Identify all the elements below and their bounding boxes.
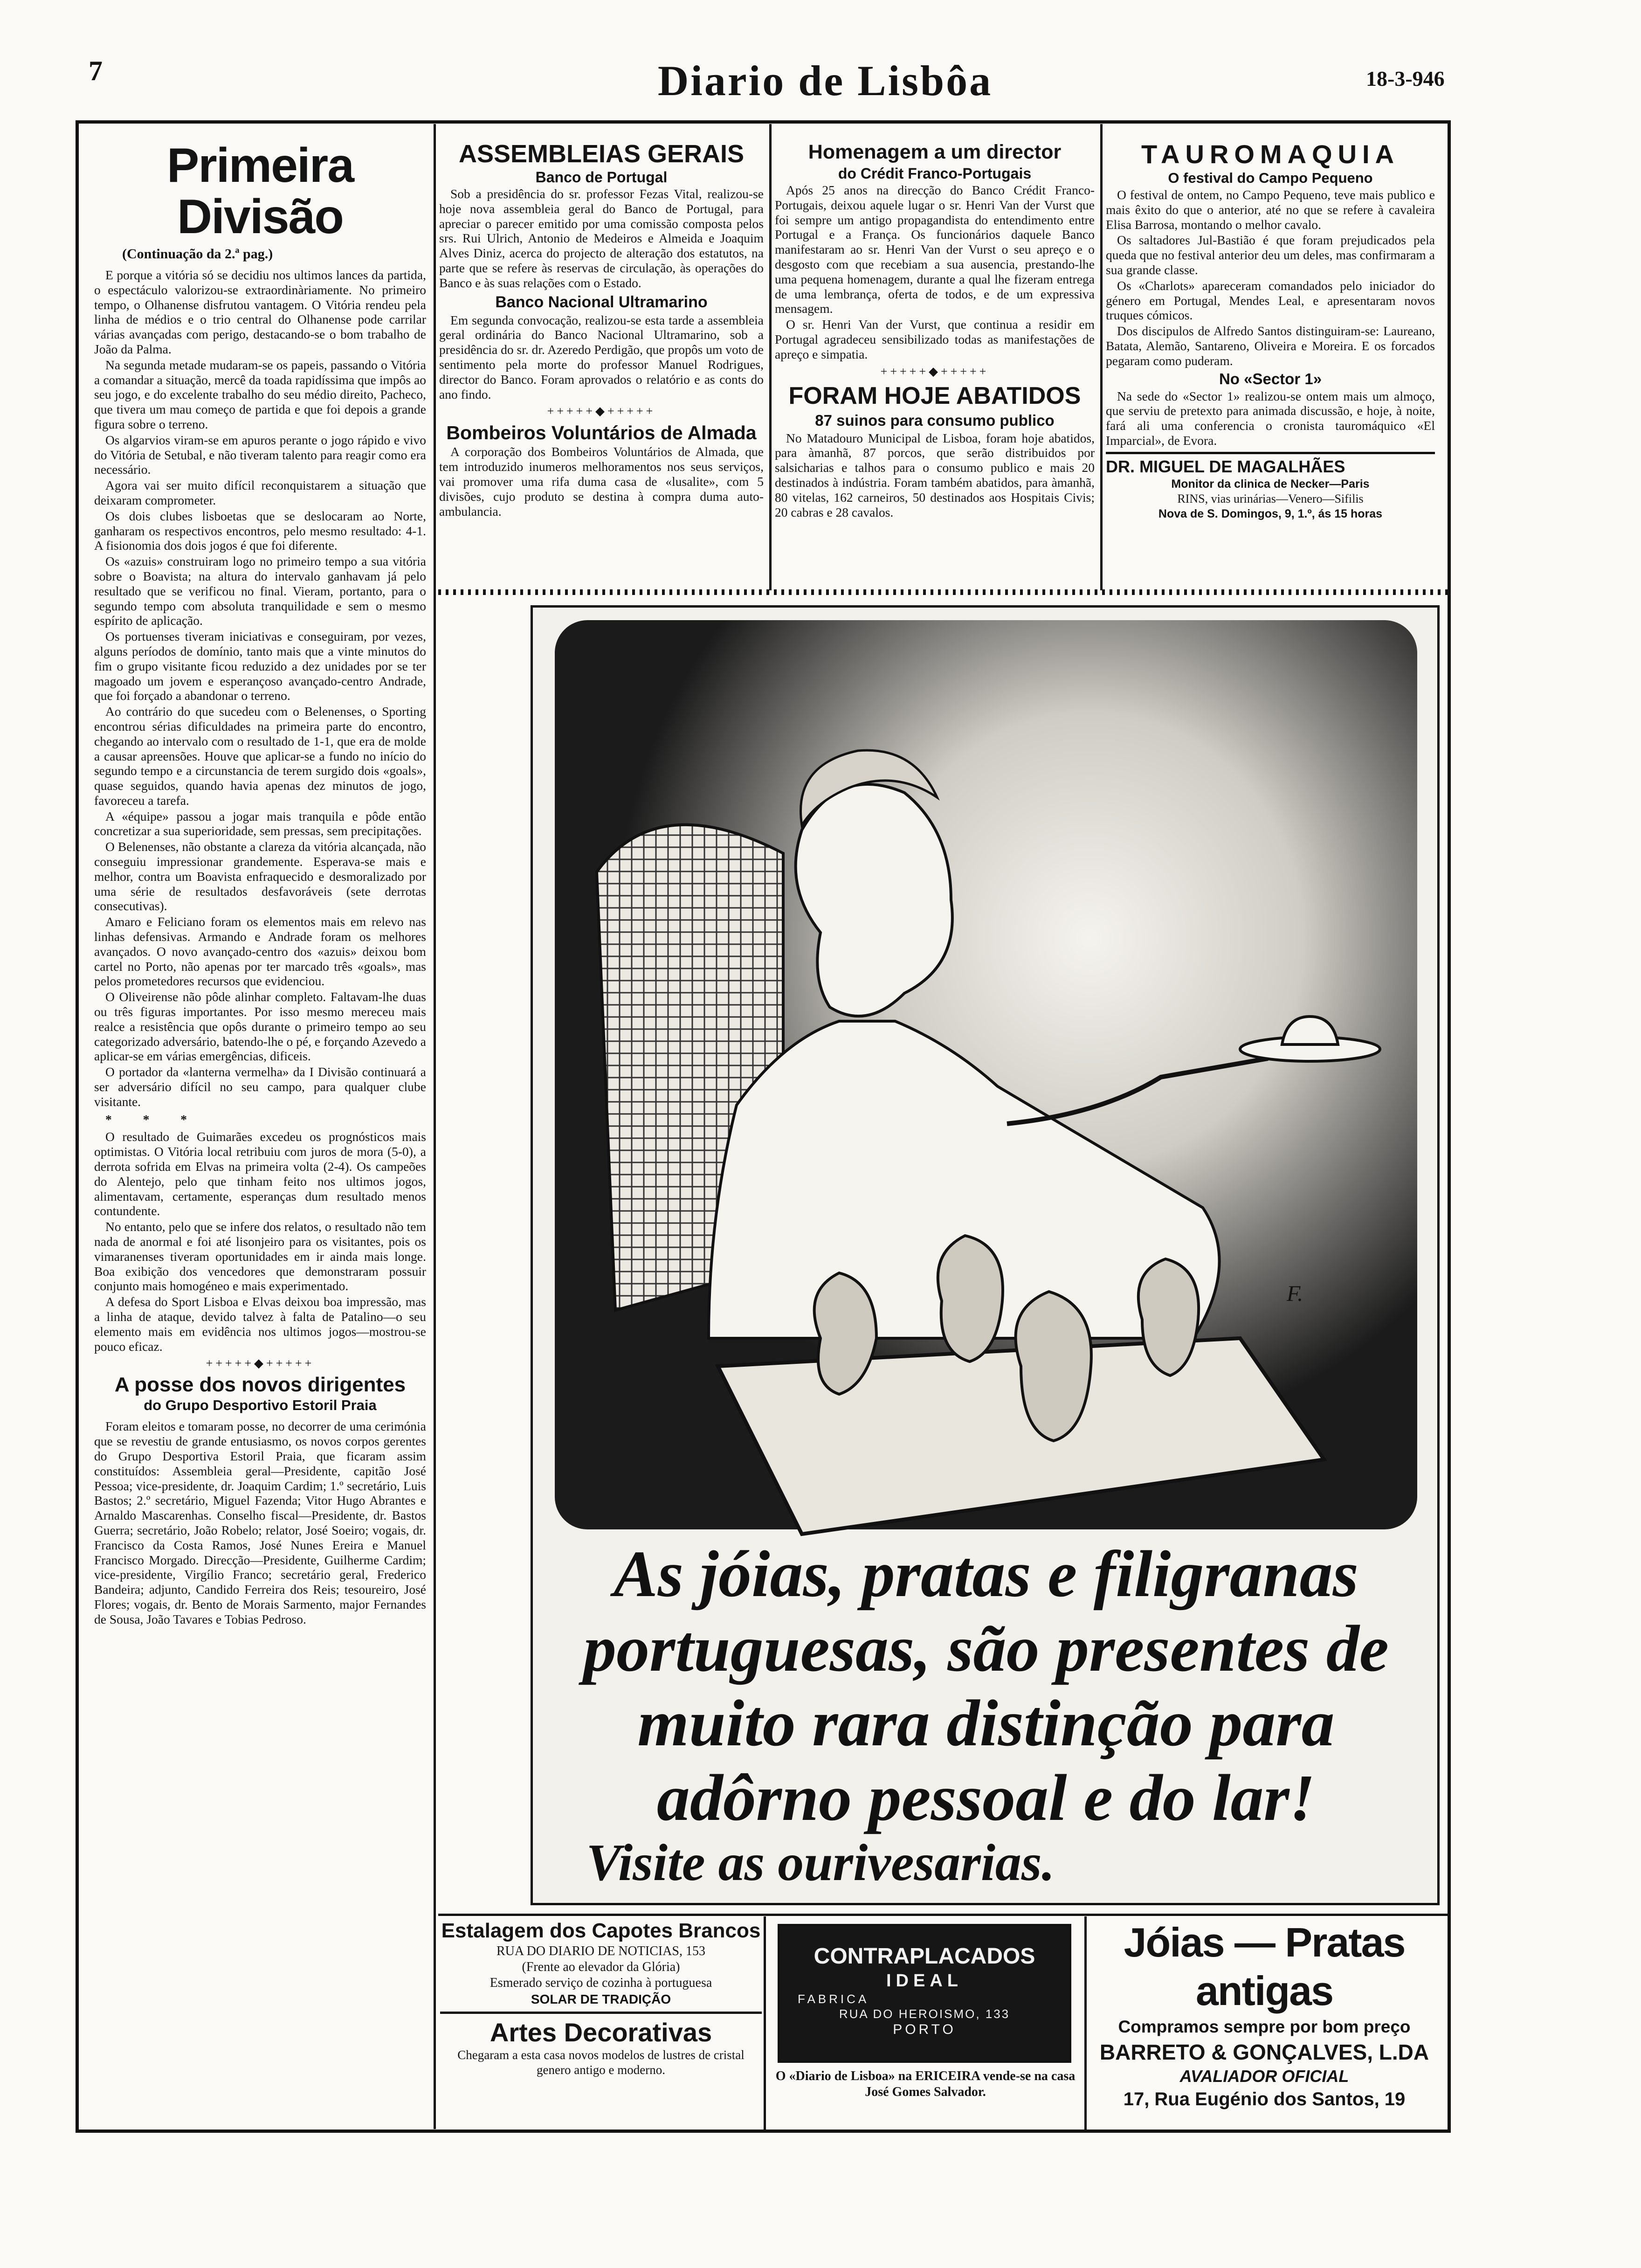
homenagem-subtitle: do Crédit Franco-Portugais — [838, 165, 1032, 182]
paragraph: A defesa do Sport Lisboa e Elvas deixou boa impressão, mas a linha de ataque, devido talvez à falta de Patalino—o seu elemento mais em evidência nos ultimos jogos—mostrou-se pouco eficaz. — [94, 1294, 426, 1354]
doctor-line-2: RINS, vias urinárias—Venero—Sifilis — [1177, 491, 1364, 505]
ad-text-line-4: adôrno pessoal e do lar! — [656, 1761, 1316, 1834]
tauromaquia-subtitle: O festival do Campo Pequeno — [1168, 170, 1373, 186]
tauromaquia-text-3: Os «Charlots» apareceram comandados pelo iniciador do género em Portugal, Mendes Leal, e apresentaram novos truques cómicos. — [1106, 278, 1435, 323]
divider: +++++◆+++++ — [880, 364, 989, 378]
paragraph: Os «azuis» construiram logo no primeiro tempo a sua vitória sobre o Boavista; na altura do intervalo ganhavam já pelo resultado que se verificou no final. Vieram, portanto, para o segundo tempo com absoluta tranquilidade e sem o mesmo espírito de aplicação. — [94, 554, 426, 628]
section-title: Primeira Divisão — [166, 140, 354, 244]
contraplacados-brand: IDEAL — [886, 1971, 963, 1991]
estalagem-note: (Frente ao elevador da Glória) — [522, 1960, 680, 1974]
tauromaquia-text-4: Dos discipulos de Alfredo Santos distinguiram-se: Laureano, Batata, Alemão, Santareno, Oliveira e Moreira. E os forcados pegaram como puderam. — [1106, 324, 1435, 368]
posse-subtitle: do Grupo Desportivo Estoril Praia — [144, 1397, 377, 1414]
page-number: 7 — [89, 55, 103, 86]
continuation-note: (Continuação da 2.ª pag.) — [122, 246, 273, 262]
ad-text-line-5: Visite as ourivesarias. — [586, 1834, 1055, 1892]
homenagem-title: Homenagem a um director — [808, 141, 1062, 163]
contraplacados-title: CONTRAPLACADOS — [814, 1944, 1035, 1969]
article-body-2 — [94, 1129, 426, 1354]
column-rule-2 — [769, 124, 772, 590]
ultramarino-text: Em segunda convocação, realizou-se esta tarde a assembleia geral ordinária do Banco Nacional Ultramarino, sob a presidência do sr. dr. Azeredo Perdigão, que propôs um voto de sentimento pela morte do professor Manuel Rodrigues, director do Banco. Foram aprovados o relatório e as conts do ano findo. — [439, 312, 764, 401]
column-assembleias — [439, 140, 764, 588]
joias-line-1: Compramos sempre por bom preço — [1118, 2017, 1411, 2036]
paragraph: A «équipe» passou a jogar mais tranquila e pôde então concretizar a sua superioridade, sem pressas, sem precipitações. — [94, 809, 426, 838]
homenagem-text-2: O sr. Henri Van der Vurst, que continua a residir em Portugal agradeceu sensibilizado todas as manifestações de apreço e simpatia. — [775, 317, 1095, 361]
paragraph: Os algarvios viram-se em apuros perante o jogo rápido e vivo do Vitória de Setubal, e não tiveram talento para reagir como era necessário. — [94, 432, 426, 477]
ericeira-notice: O «Diario de Lisboa» na ERICEIRA vende-se na casa José Gomes Salvador. — [775, 2069, 1076, 2099]
doctor-name: DR. MIGUEL DE MAGALHÃES — [1106, 456, 1345, 476]
tauromaquia-text-1: O festival de ontem, no Campo Pequeno, teve mais publico e mais êxito do que o anterior, até no que se refere à cavaleira Elisa Barrosa, montando o melhor cavalo. — [1106, 187, 1435, 232]
estalagem-title: Estalagem dos Capotes Brancos — [441, 1919, 761, 1942]
contraplacados-ad — [778, 1924, 1071, 2063]
column-tauromaquia — [1106, 140, 1435, 588]
column-rule — [1084, 1916, 1087, 2130]
paragraph: E porque a vitória só se decidiu nos ultimos lances da partida, o espectáculo valorizou-se extraordinàriamente. No primeiro tempo, o Olhanense disfrutou vantagem. O Vitória rendeu pela linha de médios e o trio central do Olhanense pode carrilar várias avançadas com perigo, destacando-se o bom trabalho de João da Palma. — [94, 268, 426, 356]
contraplacados-city: PORTO — [893, 2022, 956, 2037]
rule — [440, 2012, 762, 2014]
posse-title: A posse dos novos dirigentes — [114, 1373, 406, 1397]
ad-text-line-3: muito rara distinção para — [637, 1686, 1335, 1760]
paragraph: No entanto, pelo que se infere dos relatos, o resultado não tem nada de anormal e foi até lisonjeiro para os visitantes, pois os vimaranenses tiveram oportunidades em ir ainda mais longe. Boa exibição dos vencedores que demonstraram possuir conjunto mais homogéneo e mais experimentado. — [94, 1219, 426, 1293]
issue-date: 18-3-946 — [1366, 67, 1445, 90]
artes-text: Chegaram a esta casa novos modelos de lustres de cristal genero antigo e moderno. — [457, 2048, 745, 2077]
estalagem-slogan: SOLAR DE TRADIÇÃO — [531, 1992, 671, 2006]
paragraph: Os portuenses tiveram iniciativas e conseguiram, por vezes, alguns períodos de domínio, tanto mais que a vinte minutos do fim o grupo visitante ficou reduzido a dez unidades por se ter magoado um jovem e esperançoso avançado-centro Andrade, que foi forçado a abandonar o terreno. — [94, 629, 426, 703]
paragraph: Na segunda metade mudaram-se os papeis, passando o Vitória a comandar a situação, mercê da toada rapidíssima que impôs ao seu jogo, e do excelente trabalho do seu médio direito, Pacheco, que tivera um mau começo de partida e que foi depois a grande figura sobre o terreno. — [94, 357, 426, 431]
ad-text-line-2: portuguesas, são presentes de — [583, 1611, 1389, 1685]
paragraph: O Oliveirense não pôde alinhar completo. Faltavam-lhe duas ou três figuras importantes. Por isso mesmo mereceu mais realce a resistência que opôs durante o primeiro tempo ao seu categorizado adversário, batendo-lhe o pé, e forçando Azevedo a aplicar-se em várias emergências, dificeis. — [94, 989, 426, 1064]
posse-text: Foram eleitos e tomaram posse, no decorrer de uma cerimónia que se revestiu de grande entusiasmo, os novos corpos gerentes do Grupo Desportiva Estoril Praia, que ficaram assim constituídos: Assembleia geral—Presidente, capitão José Pessoa; vice-presidente, dr. Joaquim Cardim; 1.º secretário, Luis Bastos; 2.º secretário, Miguel Fazenda; Vitor Hugo Abrantes e Arnaldo Mascarenhas. Conselho fiscal—Presidente, dr. Bastos Guerra; secretário, João Robelo; relator, José Soeiro; vogais, dr. Francisco da Costa Ramos, José Nunes Ereira e Manuel Francisco Morgado. Direcção—Presidente, Guilherme Cardim; vice-presidente, Virgílio Franco; secretário geral, Frederico Bandeira; adjunto, Candido Ferreira dos Reis; tesoureiro, José Flores; vogais, dr. Bento de Morais Sarmento, major Fernandes de Sousa, João Tavares e Tobias Pedroso. — [94, 1419, 426, 1626]
ultramarino-subtitle: Banco Nacional Ultramarino — [495, 293, 708, 311]
stars-separator: * * * — [105, 1112, 201, 1127]
doctor-line-1: Monitor da clinica de Necker—Paris — [1171, 477, 1370, 491]
artes-title: Artes Decorativas — [490, 2018, 712, 2047]
ad-text-line-1: As jóias, pratas e filigranas — [614, 1537, 1358, 1611]
column-rule-1 — [434, 124, 436, 2129]
homenagem-text: Após 25 anos na direcção do Banco Crédit Franco-Portugais, deixou aquele lugar o sr. Henri Van der Vurst que foi sempre um antigo propagandista do entendimento entre Portugal e a França. Os funcionários daquele Banco manifestaram ao sr. Henri Van der Vurst o seu apreço e o desgosto com que recebiam a sua ausencia, prestando-lhe uma pequena homenagem, durante a qual lhe fizeram entrega de uma lembrança, oferta de todos, e de um expressiva mensagem. — [775, 183, 1095, 316]
masthead: Diario de Lisbôa — [657, 57, 993, 104]
paragraph: Amaro e Feliciano foram os elementos mais em relevo nas linhas defensivas. Armando e Andrade foram os melhores avançados. O novo avançado-centro dos «azuis» deixou bom cartel no Porto, não apenas por ter marcado três «goals», mas pelos prometedores recursos que evidenciou. — [94, 914, 426, 989]
paragraph: Ao contrário do que sucedeu com o Belenenses, o Sporting encontrou sérias dificuldades na primeira parte do encontro, chegando ao intervalo com o resultado de 1-1, que era de molde a causar apreensões. Houve que aplicar-se a fundo no início do segundo tempo e a circunstancia de terem surgido dois «goals», quase seguidos, quando havia apenas dez minutos de jogo, favoreceu a tarefa. — [94, 704, 426, 808]
joias-line-3: AVALIADOR OFICIAL — [1179, 2067, 1349, 2086]
assembleias-title: ASSEMBLEIAS GERAIS — [458, 140, 745, 168]
bombeiros-title: Bombeiros Voluntários de Almada — [446, 422, 757, 444]
tauromaquia-title: TAUROMAQUIA — [1141, 140, 1400, 169]
estalagem-ad — [440, 1918, 762, 2128]
rule — [438, 1914, 1448, 1916]
banco-portugal-subtitle: Banco de Portugal — [535, 169, 668, 186]
artist-signature: F. — [1287, 1281, 1303, 1306]
contraplacados-address: RUA DO HEROISMO, 133 — [839, 2007, 1010, 2021]
abatidos-title: FORAM HOJE ABATIDOS — [788, 382, 1081, 409]
column-rule-3 — [1100, 124, 1103, 590]
divider: +++++◆+++++ — [547, 404, 656, 418]
paragraph: O resultado de Guimarães excedeu os prognósticos mais optimistas. O Vitória local retribuiu com juros de mora (5-0), a derrota sofrida em Elvas na primeira volta (2-4). Os campeões do Alentejo, pelo que tinham feito nos ultimos jogos, alimentavam, certamente, esperanças dum resultado menos contundente. — [94, 1129, 426, 1218]
tauromaquia-text-2: Os saltadores Jul-Bastião é que foram prejudicados pela queda que no festival anterior deu um deles, mas confirmaram a sua grande classe. — [1106, 233, 1435, 277]
column-rule — [764, 1916, 766, 2130]
abatidos-text: No Matadouro Municipal de Lisboa, foram hoje abatidos, para àmanhã, 87 porcos, que serão distribuidos por salsicharias e talhos para o consumo publico e mais 20 destinados à indústria. Foram também abatidos, para àmanhã, 80 vitelas, 162 carneiros, 50 destinados aos Hospitais Civis; 20 cabras e 28 cavalos. — [775, 430, 1095, 519]
article-body — [94, 268, 426, 1109]
doctor-line-3: Nova de S. Domingos, 9, 1.º, ás 15 horas — [1158, 507, 1383, 520]
rule — [1106, 452, 1435, 454]
estalagem-service: Esmerado serviço de cozinha à portuguesa — [490, 1976, 712, 1990]
sector-subtitle: No «Sector 1» — [1219, 370, 1322, 387]
paragraph: Agora vai ser muito difícil reconquistarem a situação que deixaram comprometer. — [94, 478, 426, 507]
joias-line-4: 17, Rua Eugénio dos Santos, 19 — [1123, 2089, 1406, 2109]
bombeiros-text: A corporação dos Bombeiros Voluntários de Almada, que tem introduzido inumeros melhoramentos nos seus serviços, vai promover uma rifa duma casa de «lusalite», com 5 divisões, cujo produto se destina à compra duma auto-ambulancia. — [439, 444, 764, 519]
paragraph: O portador da «lanterna vermelha» da I Divisão continuará a ser adversário difícil no seu campo, para qualquer clube visitante. — [94, 1065, 426, 1109]
paragraph: Os dois clubes lisboetas que se deslocaram ao Norte, ganharam os respectivos encontros, pelo mesmo resultado: 4-1. A fisionomia dos dois jogos é que foi diferente. — [94, 508, 426, 553]
joias-line-2: BARRETO & GONÇALVES, L.DA — [1099, 2040, 1429, 2064]
dotted-rule — [438, 589, 1448, 595]
banco-portugal-text: Sob a presidência do sr. professor Fezas Vital, realizou-se hoje nova assembleia geral do Banco de Portugal, para apreciar o parecer emitido por uma comissão composta pelos srs. Rui Ulrich, Antonio de Medeiros e Almeida e Joaquim Alves Diniz, acerca do projecto de alteração dos estatutos, na parte que se refere às reservas de circulação, às operações do Banco e às suas relações com o Estado. — [439, 187, 764, 290]
sector-text: Na sede do «Sector 1» realizou-se ontem mais um almoço, que serviu de pretexto para animada discussão, e hoje, à noite, fará ali uma conferencia o cronista tauromáquico «El Imparcial», de Evora. — [1106, 388, 1435, 448]
abatidos-subtitle: 87 suinos para consumo publico — [815, 411, 1055, 429]
estalagem-address: RUA DO DIARIO DE NOTICIAS, 153 — [496, 1944, 705, 1958]
divider: +++++◆+++++ — [206, 1356, 315, 1370]
column-primeira-divisao — [94, 140, 426, 2131]
column-homenagem — [775, 140, 1095, 588]
paragraph: O Belenenses, não obstante a clareza da vitória alcançada, não conseguiu impressionar grandemente. Esperava-se mais e melhor, contra um Boavista enfraquecido e desmoralizado por uma série de resultados desfavoráveis (sete derrotas consecutivas). — [94, 839, 426, 913]
joias-title: Jóias — Pratas antigas — [1124, 1919, 1405, 2014]
joias-ad — [1089, 1918, 1440, 2128]
contraplacados-label: FABRICA — [798, 1992, 869, 2006]
